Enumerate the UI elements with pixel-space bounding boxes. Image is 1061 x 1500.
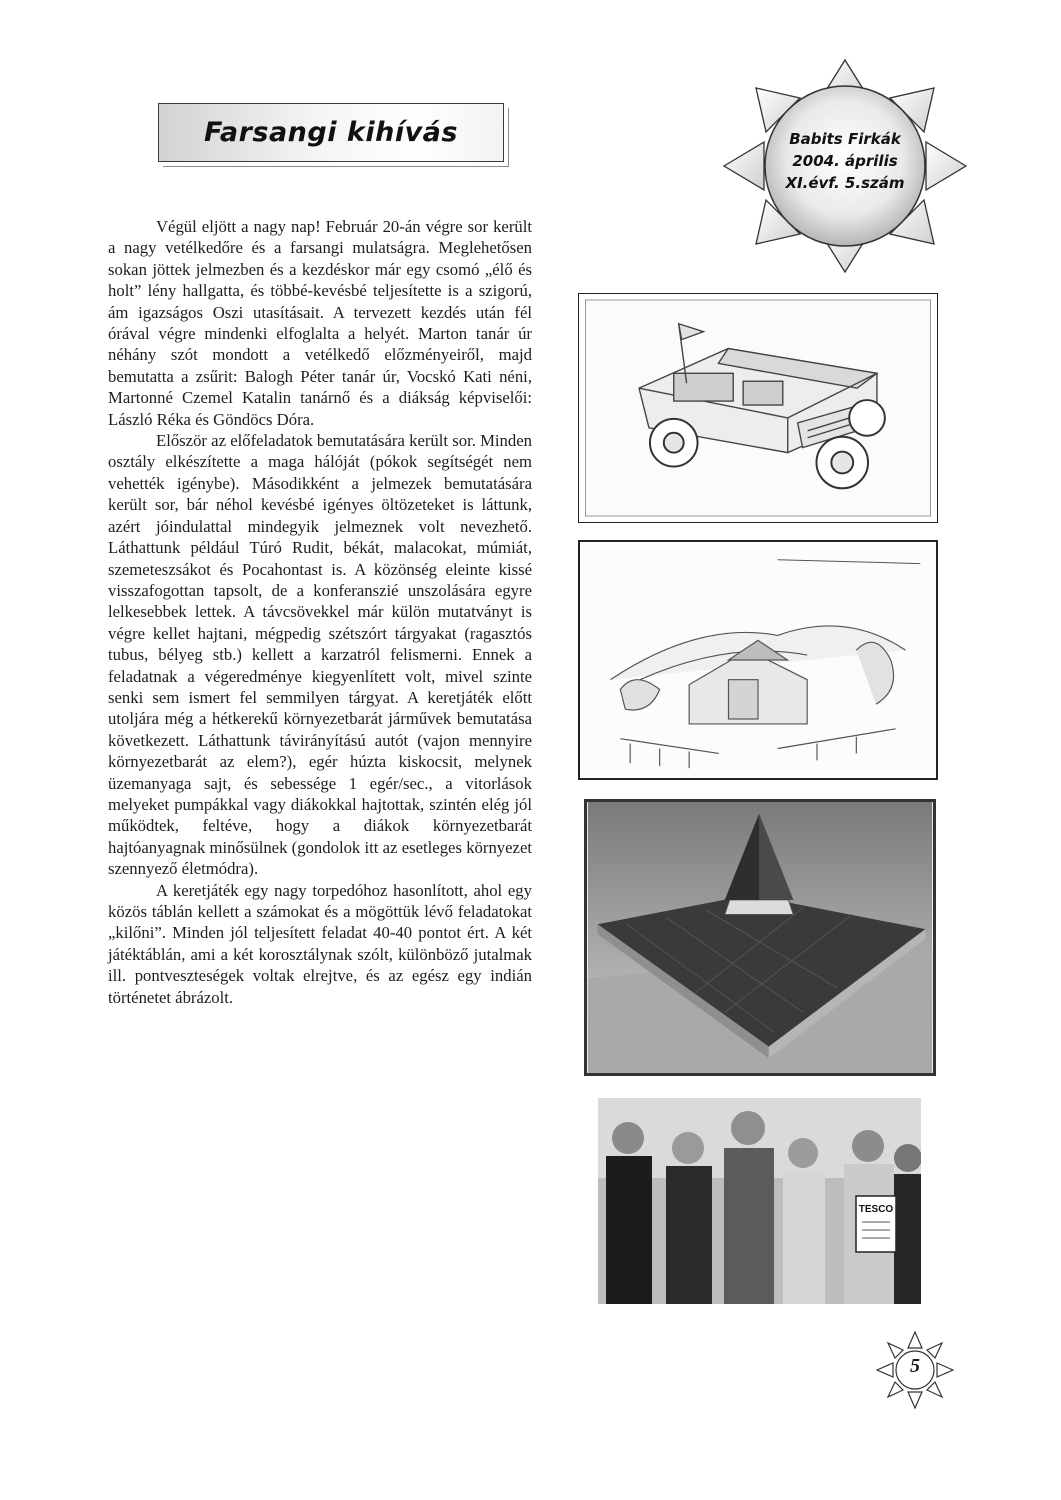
issue-info: [720, 128, 970, 194]
students-photo-image: [598, 1098, 921, 1304]
issue-date: 2004. április: [792, 152, 898, 170]
article-title: Farsangi kihívás: [204, 117, 458, 148]
photo-building-sketch: [578, 540, 938, 780]
tesco-sign-label: TESCO: [858, 1204, 894, 1215]
article-body: [108, 216, 532, 1008]
article-paragraph: Először az előfeladatok bemutatására került sor. Minden osztály elkészítette a maga hálóját (pókok segítségét nem vehették igénybe). Másodikként a jelmezek bemutatására került sor, bár néhol kevésbé igényes öltözeteket is láttunk, azért jóindulattal mindegyik jelmeznek volt nevezhető. Láthattunk például Túró Rudit, békát, malacokat, múmiát, szemeteszsákot és Pocahontast is. A közönség eleinte kissé visszafogottan tapsolt, de a konferanszié unszolására egyre lelkesebbek lettek. A távcsövekkel már külön mutatványt is végre kellet hajtani, mégpedig szétszórt tárgyakat (ragasztós tubus, bélyeg stb.) kellett a karzatról felismerni. Ennek a feladatnak a végeredménye kiegyenlített volt, mivel szinte senki sem ismert fel semmilyen tárgyat. A keretjáték előtt utoljára még a hétkerekű környezetbarát járművek bemutatása következett. Láthattunk távirányítású autót (vajon mennyire környezetbarát az elem?), egér húzta kiskocsit, melynek üzemanyaga sajt, és sebessége 1 egér/sec., a vitorlások melyeket pumpákkal vagy diákokkal hajtottak, szintén elég jól működtek, feltéve, hogy a diákok környezetbarát hajtóanyagnak minősülnek (gondolok itt az esetleges környezet szennyező életmódra).: [108, 431, 532, 879]
vehicle-sketch-image: [579, 294, 937, 522]
article-paragraph: A keretjáték egy nagy torpedóhoz hasonlított, ahol egy közös táblán kellett a számokat és a mögöttük lévő feladatokat „kilőni”. Minden jól teljesített feladat 40-40 pontot ért. A két játéktáblán, ami a két korosztálynak szólt, különböző jutalmak ill. pontveszteségek voltak elrejtve, és az egész egy indián történetet ábrázolt.: [108, 880, 532, 1007]
article-paragraph: Végül eljött a nagy nap! Február 20-án végre sor került a nagy vetélkedőre és a farsangi mulatságra. Meglehetősen sokan jöttek jelmezben és a kezdéskor már egy csomó „élő és holt” lény hallgatta, és többé-kevésbé teljesítette is a szigorú, ám igazságos Oszi utasításait. A tervezett kezdés után fél órával végre mindenki elfoglalta a helyét. Marton tanár úr néhány szót mondott a vetélkedő előzményeiről, majd bemutatta a zsűrit: Balogh Péter tanár úr, Vocskó Kati néni, Martonné Czemel Katalin tanárnő és a diákság képviselői: László Réka és Göndöcs Dóra.: [108, 217, 532, 429]
photo-roof-render: [584, 799, 936, 1076]
photo-students-costumes: [598, 1098, 921, 1304]
issue-title: Babits Firkák: [789, 130, 901, 148]
page-number: 5: [910, 1355, 920, 1377]
building-sketch-image: [580, 542, 936, 778]
roof-render-image: [587, 802, 933, 1073]
photo-vehicle-sketch: [578, 293, 938, 523]
issue-volume: XI.évf. 5.szám: [785, 174, 905, 192]
article-title-box: [158, 103, 504, 162]
